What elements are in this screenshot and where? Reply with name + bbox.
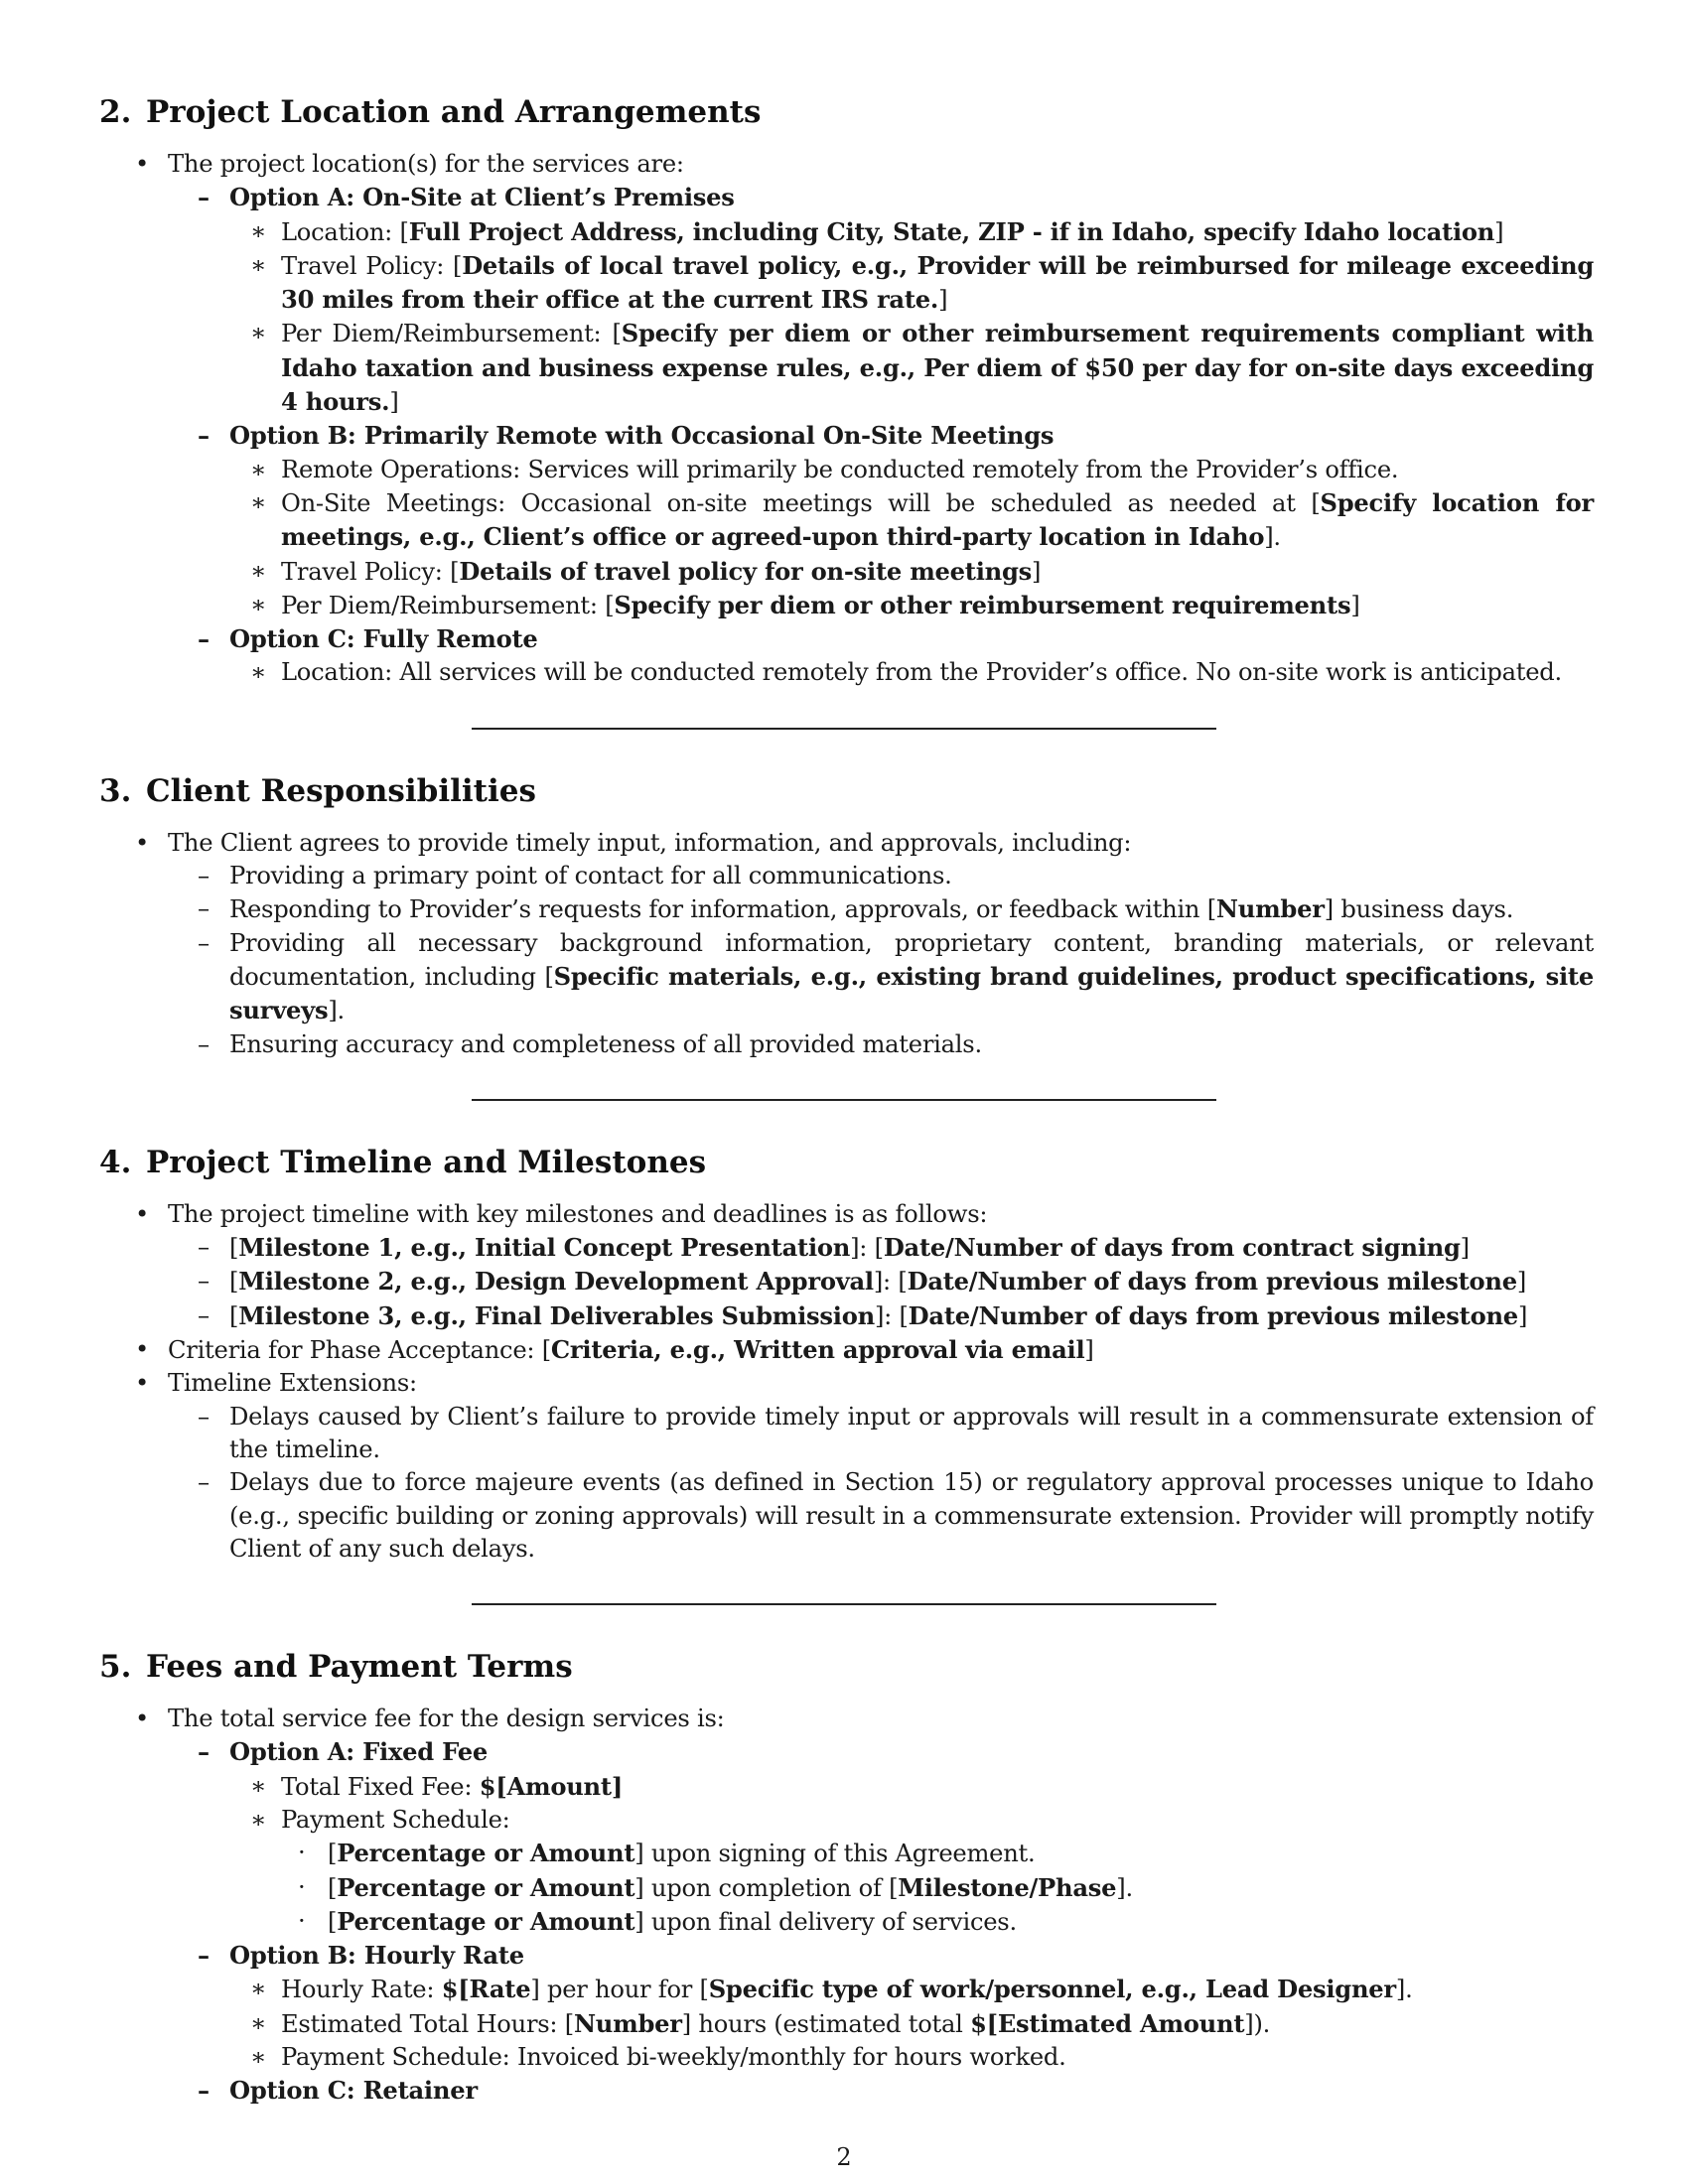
placeholder-text: $[Amount] — [479, 1771, 624, 1801]
section-project-location — [99, 92, 1594, 690]
option-label: Option A: On-Site at Client’s Premises — [229, 183, 735, 212]
star-marker: ∗ — [250, 250, 267, 279]
list-item — [99, 419, 1594, 453]
milestone-item: – [Milestone 1, e.g., Initial Concept Presentation]: [Date/Number of days from contract signing] — [99, 1231, 1594, 1265]
section-title: Project Location and Arrangements — [146, 94, 762, 130]
option-label: Option B: Hourly Rate — [229, 1941, 524, 1971]
item-text: The project location(s) for the services are: — [168, 150, 684, 178]
list-item — [99, 1367, 1594, 1400]
placeholder-text: Specify location for meetings, e.g., Client’s office or agreed-upon third-party location in Idaho — [281, 487, 1594, 552]
placeholder-text: $[Rate — [441, 1975, 531, 2004]
item-text: Location: All services will be conducted remotely from the Provider’s office. No on-site work is anticipated. — [281, 658, 1562, 687]
list-item — [99, 1770, 1594, 1804]
milestone-name: Milestone 2, e.g., Design Development Approval — [238, 1267, 874, 1297]
dash-marker: – — [198, 1941, 210, 1971]
list-item — [99, 215, 1594, 249]
section-title: Fees and Payment Terms — [146, 1649, 573, 1686]
bullet-marker: • — [135, 1705, 150, 1733]
section-list — [99, 1198, 1594, 1566]
section-client-responsibilities — [99, 771, 1594, 1061]
placeholder-text: Number — [1215, 894, 1325, 924]
placeholder-text: Criteria, e.g., Written approval via email — [550, 1335, 1085, 1365]
item-text: Providing all necessary background information, proprietary content, branding materials, or relevant documentation, including [ — [229, 928, 1594, 991]
placeholder-text: Details of travel policy for on-site meetings — [459, 556, 1033, 586]
spacer — [99, 1605, 1594, 1647]
list-item — [99, 1939, 1594, 1973]
dash-marker: – — [198, 894, 210, 923]
spacer — [99, 730, 1594, 771]
item-text: On-Site Meetings: Occasional on-site meetings will be scheduled as needed at [ — [281, 488, 1321, 517]
item-text: ]. — [1395, 1976, 1413, 2004]
item-text: ] — [1032, 557, 1042, 586]
item-text: The total service fee for the design services is: — [168, 1705, 725, 1733]
list-item — [99, 827, 1594, 860]
list-item — [99, 2041, 1594, 2074]
section-number: 4. — [99, 1144, 132, 1180]
star-marker: ∗ — [250, 455, 267, 483]
item-text: Delays caused by Client’s failure to provide timely input or approvals will result in a commensurate extension of the timeline. — [229, 1402, 1594, 1463]
list-item — [99, 656, 1594, 689]
section-list — [99, 1703, 1594, 2109]
section-list — [99, 148, 1594, 690]
star-marker: ∗ — [250, 1975, 267, 2003]
milestone-name: Milestone 3, e.g., Final Deliverables Submission — [238, 1300, 875, 1330]
milestone-item: – [Milestone 2, e.g., Design Development Approval]: [Date/Number of days from previous milestone] — [99, 1265, 1594, 1298]
dash-marker: – — [198, 1300, 210, 1329]
dash-marker: – — [198, 421, 210, 451]
item-text: Remote Operations: Services will primarily be conducted remotely from the Provider’s office. — [281, 455, 1399, 483]
option-label: Option C: Retainer — [229, 2076, 478, 2106]
placeholder-text: Milestone/Phase — [898, 1872, 1117, 1902]
item-text: ] — [389, 388, 399, 417]
list-item — [99, 622, 1594, 656]
list-item — [99, 860, 1594, 892]
list-item — [99, 317, 1594, 419]
item-text: The Client agrees to provide timely input, information, and approvals, including: — [168, 828, 1132, 857]
milestone-date: Date/Number of days from previous milestone — [907, 1267, 1517, 1297]
section-number: 2. — [99, 94, 132, 130]
dash-marker: – — [198, 862, 210, 890]
star-marker: ∗ — [250, 658, 267, 687]
dash-marker: – — [198, 183, 210, 212]
item-text: The project timeline with key milestones and deadlines is as follows: — [168, 1199, 988, 1228]
list-item — [99, 1466, 1594, 1566]
dash-marker: – — [198, 1029, 210, 1058]
item-text: ] — [1494, 217, 1504, 246]
item-text: Payment Schedule: — [281, 1805, 510, 1834]
item-text: ]. — [1116, 1873, 1133, 1902]
star-marker: ∗ — [250, 1771, 267, 1800]
list-item — [99, 1333, 1594, 1367]
item-text: ] upon final delivery of services. — [634, 1907, 1017, 1936]
list-item: · [Percentage or Amount] upon signing of this Agreement. — [99, 1837, 1594, 1870]
list-item — [99, 892, 1594, 926]
option-label: Option A: Fixed Fee — [229, 1737, 488, 1767]
placeholder-text: Specify per diem or other reimbursement requirements — [614, 590, 1351, 619]
item-text: Ensuring accuracy and completeness of all provided materials. — [229, 1029, 982, 1058]
spacer — [99, 1061, 1594, 1099]
star-marker: ∗ — [250, 2043, 267, 2072]
item-text: ] hours (estimated total — [681, 2009, 971, 2038]
spacer — [99, 1101, 1594, 1143]
milestone-item: – [Milestone 3, e.g., Final Deliverables Submission]: [Date/Number of days from previous milestone] — [99, 1299, 1594, 1333]
item-text: ] per hour for [ — [530, 1976, 709, 2004]
milestone-date: Date/Number of days from contract signing — [883, 1233, 1461, 1263]
star-marker: ∗ — [250, 487, 267, 516]
list-item — [99, 1198, 1594, 1231]
item-text: Criteria for Phase Acceptance: [ — [168, 1336, 551, 1365]
dash-marker: – — [198, 1402, 210, 1431]
list-item — [99, 1703, 1594, 1735]
section-heading — [99, 1143, 1594, 1182]
item-text: Travel Policy: [ — [281, 557, 460, 586]
page-content — [99, 92, 1594, 2109]
dot-marker: · — [298, 1906, 306, 1935]
option-label: Option C: Fully Remote — [229, 624, 538, 654]
placeholder-text: Percentage or Amount — [337, 1906, 635, 1936]
bullet-marker: • — [135, 1199, 150, 1228]
section-project-timeline — [99, 1143, 1594, 1566]
section-number: 3. — [99, 772, 132, 809]
bullet-marker: • — [135, 1335, 150, 1364]
spacer — [99, 1566, 1594, 1603]
placeholder-text: Percentage or Amount — [337, 1839, 635, 1868]
option-label: Option B: Primarily Remote with Occasional On-Site Meetings — [229, 421, 1055, 451]
list-item — [99, 1401, 1594, 1467]
item-text: ] — [1084, 1336, 1094, 1365]
placeholder-text: $[Estimated Amount — [970, 2008, 1245, 2038]
dash-marker: – — [198, 2076, 210, 2106]
dash-marker: – — [198, 1468, 210, 1497]
star-marker: ∗ — [250, 216, 267, 245]
list-item — [99, 2007, 1594, 2041]
list-item — [99, 454, 1594, 486]
dash-marker: – — [198, 928, 210, 957]
list-item: · [Percentage or Amount] upon completion of [Milestone/Phase]. — [99, 1871, 1594, 1905]
section-list — [99, 827, 1594, 1061]
dot-marker: · — [298, 1839, 306, 1867]
spacer — [99, 690, 1594, 728]
section-fees-payment — [99, 1647, 1594, 2109]
list-item — [99, 1973, 1594, 2006]
dash-marker: – — [198, 1267, 210, 1296]
list-item — [99, 2074, 1594, 2108]
item-text: Per Diem/Reimbursement: [ — [281, 591, 615, 619]
dot-marker: · — [298, 1872, 306, 1901]
page-number: 2 — [836, 2143, 852, 2171]
item-text: Per Diem/Reimbursement: [ — [281, 320, 622, 348]
item-text: Total Fixed Fee: — [281, 1772, 480, 1801]
list-item — [99, 555, 1594, 589]
list-item — [99, 249, 1594, 318]
item-text: Providing a primary point of contact for all communications. — [229, 862, 952, 890]
list-item — [99, 486, 1594, 555]
item-text: ]). — [1244, 2009, 1271, 2038]
bullet-marker: • — [135, 828, 150, 857]
placeholder-text: Specify per diem or other reimbursement requirements compliant with Idaho taxation and business expense rules, e.g., Per diem of $50 per day for on-site days exceeding 4 hours. — [281, 319, 1594, 417]
star-marker: ∗ — [250, 556, 267, 585]
item-text: Estimated Total Hours: [ — [281, 2009, 574, 2038]
item-text: Location: [ — [281, 217, 409, 246]
dash-marker: – — [198, 1233, 210, 1262]
placeholder-text: Specific type of work/personnel, e.g., Lead Designer — [708, 1975, 1396, 2004]
star-marker: ∗ — [250, 1805, 267, 1834]
section-title: Project Timeline and Milestones — [146, 1144, 707, 1180]
section-heading — [99, 92, 1594, 132]
list-item: · [Percentage or Amount] upon final delivery of services. — [99, 1905, 1594, 1939]
item-text: ] upon completion of [ — [634, 1873, 899, 1902]
star-marker: ∗ — [250, 2008, 267, 2037]
star-marker: ∗ — [250, 590, 267, 618]
bullet-marker: • — [135, 150, 150, 178]
item-text: ] — [1350, 591, 1360, 619]
placeholder-text: Specific materials, e.g., existing brand guidelines, product specifications, site surveys — [229, 961, 1594, 1025]
placeholder-text: Details of local travel policy, e.g., Provider will be reimbursed for mileage exceeding 30 miles from their office at the current IRS rate. — [281, 250, 1594, 315]
list-item — [99, 1735, 1594, 1769]
item-text: Timeline Extensions: — [168, 1369, 417, 1398]
bullet-marker: • — [135, 1369, 150, 1398]
list-item — [99, 181, 1594, 214]
section-heading — [99, 1647, 1594, 1687]
item-text: ] — [938, 286, 948, 315]
list-item — [99, 1028, 1594, 1061]
star-marker: ∗ — [250, 319, 267, 347]
dash-marker: – — [198, 1737, 210, 1767]
item-text: ]. — [1264, 523, 1281, 552]
section-number: 5. — [99, 1649, 132, 1686]
placeholder-text: Number — [573, 2008, 682, 2038]
item-text: Payment Schedule: Invoiced bi-weekly/monthly for hours worked. — [281, 2043, 1066, 2072]
placeholder-text: Percentage or Amount — [337, 1872, 635, 1902]
list-item — [99, 1804, 1594, 1837]
list-item — [99, 927, 1594, 1028]
milestone-name: Milestone 1, e.g., Initial Concept Presentation — [238, 1233, 851, 1263]
item-text: Delays due to force majeure events (as defined in Section 15) or regulatory approval processes unique to Idaho (e.g., specific building or zoning approvals) will result in a commensurate extension. Provider will promptly notify Client of any such delays. — [229, 1468, 1594, 1563]
item-text: Responding to Provider’s requests for information, approvals, or feedback within [ — [229, 895, 1216, 924]
item-text: Travel Policy: [ — [281, 251, 463, 280]
milestone-date: Date/Number of days from previous milestone — [908, 1300, 1518, 1330]
item-text: ] business days. — [1324, 895, 1514, 924]
placeholder-text: Full Project Address, including City, State, ZIP - if in Idaho, specify Idaho location — [408, 216, 1495, 246]
list-item — [99, 589, 1594, 622]
item-text: ] upon signing of this Agreement. — [634, 1840, 1036, 1868]
section-heading — [99, 771, 1594, 811]
item-text: Hourly Rate: — [281, 1976, 442, 2004]
item-text: ]. — [328, 997, 345, 1025]
dash-marker: – — [198, 624, 210, 654]
section-title: Client Responsibilities — [146, 772, 536, 809]
list-item — [99, 148, 1594, 181]
